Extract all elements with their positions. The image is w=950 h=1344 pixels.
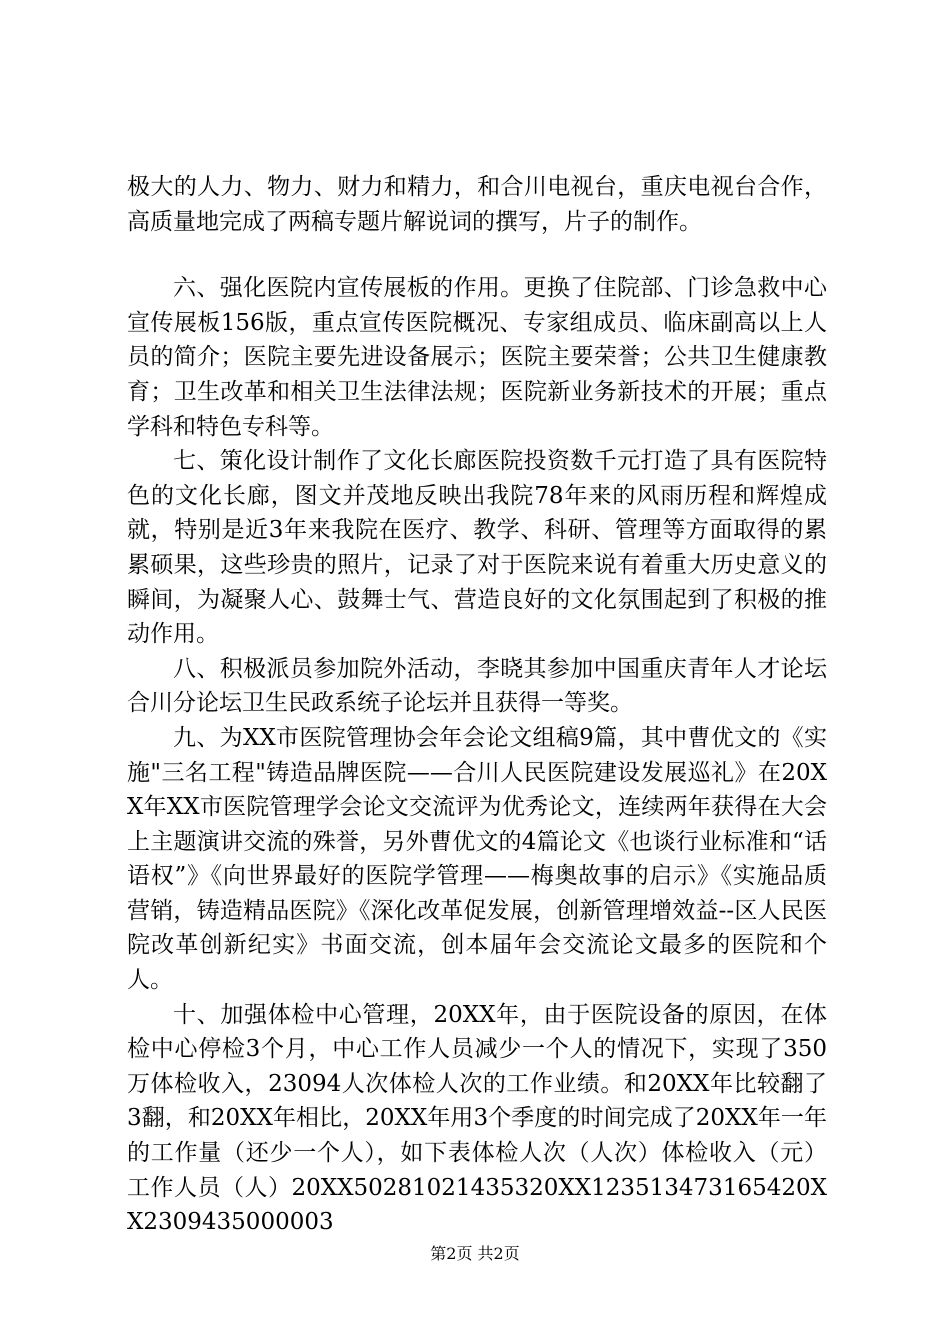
paragraph-continued: 极大的人力、物力、财力和精力，和合川电视台，重庆电视台合作，高质量地完成了两稿专题片解说词的撰写，片子的制作。 [127, 174, 827, 235]
paragraph-section-10: 十、加强体检中心管理，20XX年，由于医院设备的原因，在体检中心停检3个月，中心工作人员减少一个人的情况下，实现了350万体检收入，23094人次体检人次的工作业绩。和20XX年比较翻了3翻，和20XX年相比，20XX年用3个季度的时间完成了20XX年一年的工作量（还少一个人），如下表体检人次（人次）体检收入（元）工作人员（人）20XX50281021435320XX123513473165420XX2309435000003 [127, 1001, 827, 1236]
paragraph-section-6: 六、强化医院内宣传展板的作用。更换了住院部、门诊急救中心宣传展板156版，重点宣传医院概况、专家组成员、临床副高以上人员的简介；医院主要先进设备展示；医院主要荣誉；公共卫生健康教育；卫生改革和相关卫生法律法规；医院新业务新技术的开展；重点学科和特色专科等。 [127, 275, 827, 440]
paragraph-section-9: 九、为XX市医院管理协会年会论文组稿9篇，其中曹优文的《实施"三名工程"铸造品牌医院——合川人民医院建设发展巡礼》在20XX年XX市医院管理学会论文交流评为优秀论文，连续两年获得在大会上主题演讲交流的殊誉，另外曹优文的4篇论文《也谈行业标准和“话语权”》《向世界最好的医院学管理——梅奥故事的启示》《实施品质营销，铸造精品医院》《深化改革促发展，创新管理增效益--区人民医院改革创新纪实》书面交流，创本届年会交流论文最多的医院和个人。 [127, 724, 827, 994]
page-number-footer: 第2页 共2页 [430, 1244, 520, 1263]
paragraph-section-8: 八、积极派员参加院外活动，李晓其参加中国重庆青年人才论坛合川分论坛卫生民政系统子论坛并且获得一等奖。 [127, 655, 827, 717]
document-body [127, 170, 827, 1240]
paragraph-section-7: 七、策化设计制作了文化长廊医院投资数千元打造了具有医院特色的文化长廊，图文并茂地反映出我院78年来的风雨历程和辉煌成就，特别是近3年来我院在医疗、教学、科研、管理等方面取得的累累硕果，这些珍贵的照片，记录了对于医院来说有着重大历史意义的瞬间，为凝聚人心、鼓舞士气、营造良好的文化氛围起到了积极的推动作用。 [127, 448, 827, 648]
